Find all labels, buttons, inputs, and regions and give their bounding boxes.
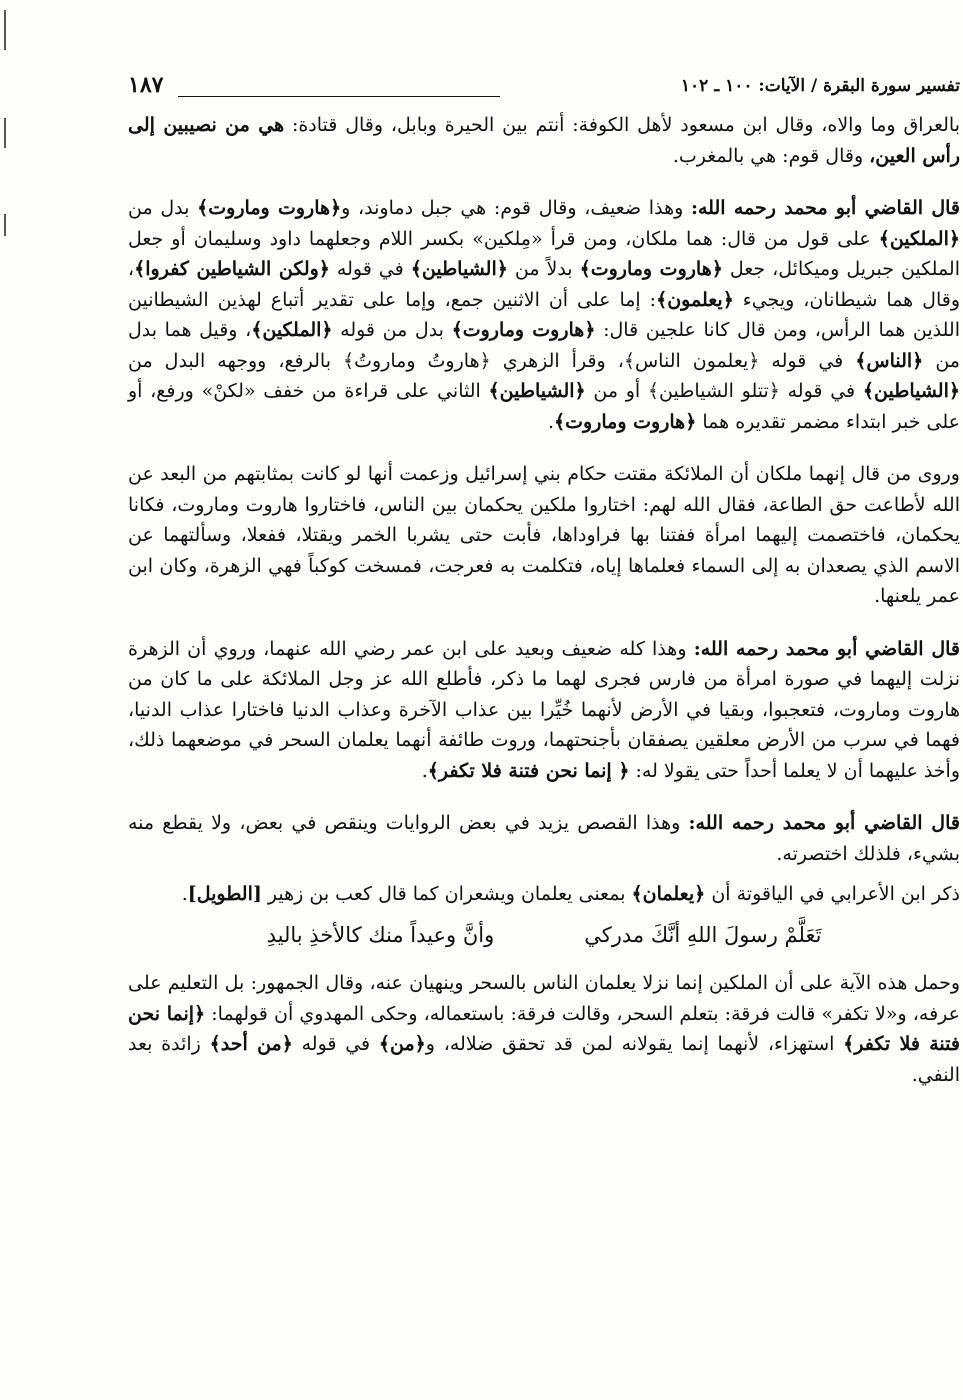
body-text [128,110,960,1090]
scan-edge-mark [4,118,6,148]
quran-quote: ﴿يعلمون﴾ [656,288,734,311]
quran-quote: ﴿الملكين﴾ [251,319,333,341]
quran-quote: ﴿الشياطين﴾ [488,380,586,402]
scan-edge-mark [4,10,6,50]
verse-hemistich-second: وأنَّ وعيداً منك كالأخذِ باليدِ [266,922,495,947]
quran-quote: ﴿من﴾ [378,1033,426,1055]
scan-edge-mark [4,214,6,236]
quran-quote: ﴿هاروت وماروت﴾ [579,258,723,280]
quran-quote: ﴿ إنما نحن فتنة فلا تكفر﴾ [427,759,630,782]
running-title: تفسير سورة البقرة / الآيات: ١٠٠ ـ ١٠٢ [680,76,960,96]
poetry-verse [128,920,960,951]
page-header [128,70,960,110]
quran-quote: ﴿من أحد﴾ [209,1033,293,1055]
quran-quote: ﴿الناس﴾ [855,349,924,372]
quran-quote: ﴿هاروت وماروت﴾ [451,319,596,341]
speaker-label: قال القاضي أبو محمد رحمه الله: [688,812,960,834]
paragraph: وحمل هذه الآية على أن الملكين إنما نزلا يعلمان الناس بالسحر وينهيان عنه، وقال الجمهور: بل التعليم على عرفه، و«لا تكفر» قالت فرقة: بتعلم السحر، وقالت فرقة: باستعماله، وحكى المهدوي أن قولهما: ﴿إنما نحن فتنة فلا تكفر﴾ استهزاء، لأنهما إنما يقولانه لمن قد تحقق ضلاله، و﴿من﴾ في قوله ﴿من أحد﴾ زائدة بعد النفي. [128,972,960,1086]
page-number: ١٨٧ [128,72,164,98]
meter-label: [الطويل] [187,883,262,905]
speaker-label: قال القاضي أبو محمد رحمه الله: [693,637,960,660]
quran-quote: ﴿يعلمان﴾ [631,883,706,905]
paragraph: وروى من قال إنهما ملكان أن الملائكة مقتت حكام بني إسرائيل وزعمت أنها لو كانت بمثابتهم من البعد عن الله لأطاعت حق الطاعة، فقال الله لهم: اختاروا ملكين يحكمان بين الناس، فاختاروا هاروت وماروت، فكانا يحكمان، فاختصمت إليهما امرأة ففتنا بها فراوداها، فأبت حتى يشربا الخمر ويقتلا، ففعلا، وسألتهما عن الاسم الذي يصعدان به إلى السماء فعلماها إياه، فتكلمت به فعرجت، فمسخت كوكباً فهي الزهرة، وكان ابن عمر يلعنها. [128,463,960,607]
book-page [128,70,960,1100]
quran-quote: ﴿هاروت وماروت﴾ [554,410,697,433]
paragraph: قال القاضي أبو محمد رحمه الله: وهذا كله ضعيف وبعيد على ابن عمر رضي الله عنهما، وروي أن الزهرة نزلت إليهما في صورة امرأة من فارس فجرى لهما ما ذكر، فأطلع الله عز وجل الملائكة على ما كان من هاروت وماروت، فتعجبوا، وبقيا في الأرض لأنهما خُيِّرا بين عذاب الآخرة وعذاب الدنيا فاختارا عذاب الدنيا، فهما في سرب من الأرض معلقين يصفقان بأجنحتهما، وروت طائفة أنهما يعلمان السحر في موضعهما ذلك، وأخذ عليهما أن لا يعلما أحداً حتى يقولا له: ﴿ إنما نحن فتنة فلا تكفر﴾. [128,637,960,782]
header-rule [178,96,500,97]
quran-quote: ﴿ولكن الشياطين كفروا﴾ [134,258,330,280]
speaker-label: قال القاضي أبو محمد رحمه الله: [690,197,960,219]
paragraph: قال القاضي أبو محمد رحمه الله: وهذا القصص يزيد في بعض الروايات وينقص في بعض، ولا يقطع منه بشيء، فلذلك اختصرته. [128,812,960,865]
paragraph: قال القاضي أبو محمد رحمه الله: وهذا ضعيف، وقال قوم: هي جبل دماوند، و﴿هاروت وماروت﴾ بدل من ﴿الملكين﴾ على قول من قال: هما ملكان، ومن قرأ «مِلكين» بكسر اللام وجعلهما داود وسليمان أو جعل الملكين جبريل وميكائل، جعل ﴿هاروت وماروت﴾ بدلاً من ﴿الشياطين﴾ في قوله ﴿ولكن الشياطين كفروا﴾، وقال هما شيطانان، ويجيء ﴿يعلمون﴾: إما على أن الاثنين جمع، وإما على تقدير أتباع لهذين الشيطانين اللذين هما الرأس، ومن قال كانا علجين قال: ﴿هاروت وماروت﴾ بدل من قوله ﴿الملكين﴾، وقيل هما بدل من ﴿الناس﴾ في قوله ﴿يعلمون الناس﴾، وقرأ الزهري ﴿هاروتُ وماروتُ﴾ بالرفع، ووجهه البدل من ﴿الشياطين﴾ في قوله ﴿تتلو الشياطين﴾ أو من ﴿الشياطين﴾ الثاني على قراءة من خفف «لكنْ» ورفع، أو على خبر ابتداء مضمر تقديره هما ﴿هاروت وماروت﴾. [128,197,961,433]
verse-hemistich-first: تَعَلَّمْ رسولَ اللهِ أنَّكَ مدركي [584,922,822,947]
quran-quote: ﴿هاروت وماروت﴾ [197,197,342,219]
quran-quote: ﴿الشياطين﴾ [862,380,960,402]
paragraph: بالعراق وما والاه، وقال ابن مسعود لأهل الكوفة: أنتم بين الحيرة وبابل، وقال قتادة: هي من نصيبين إلى رأس العين، وقال قوم: هي بالمغرب. [128,114,960,167]
quran-quote: ﴿الملكين﴾ [878,227,960,250]
quran-quote: ﴿الشياطين﴾ [410,258,508,280]
quran-quote: ﴿إنما نحن فتنة فلا تكفر﴾ [128,1002,960,1055]
paragraph: ذكر ابن الأعرابي في الياقوتة أن ﴿يعلمان﴾ بمعنى يعلمان ويشعران كما قال كعب بن زهير [الطويل]. [181,883,960,905]
